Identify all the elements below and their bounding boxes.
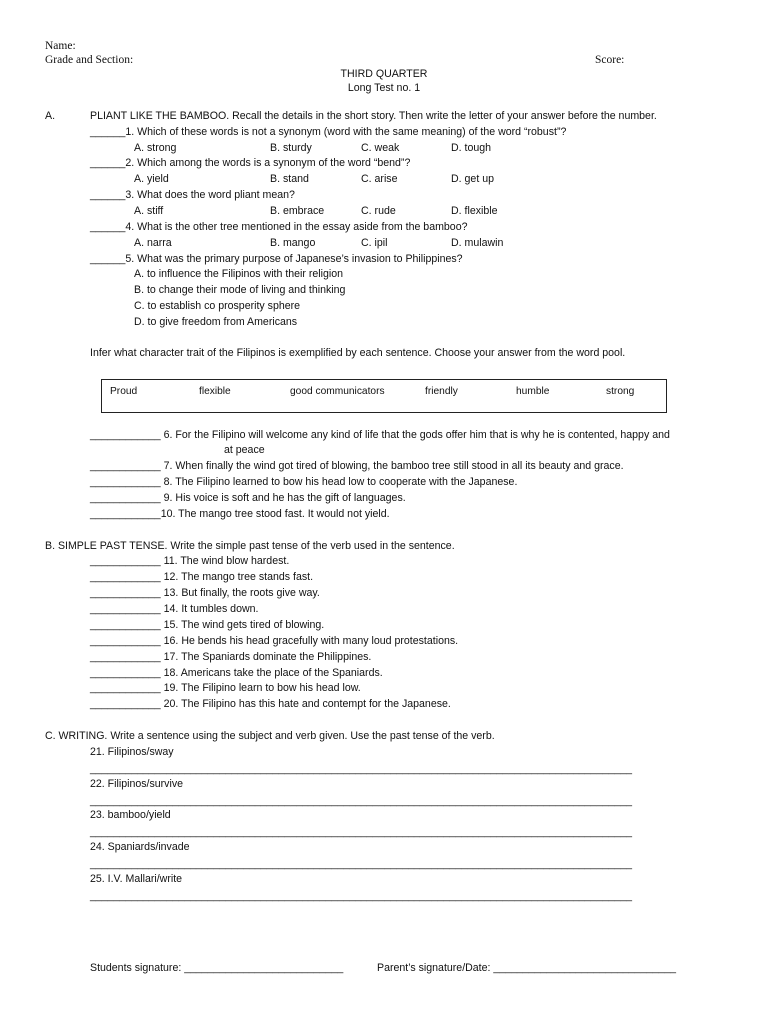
item-12: ____________ 12. The mango tree stands fast.	[90, 571, 314, 583]
prompt-24: 24. Spaniards/invade	[90, 841, 190, 853]
word-pool-box	[101, 379, 667, 413]
q4-option-a: A. narra	[134, 237, 172, 249]
q3-option-a: A. stiff	[134, 205, 164, 217]
word-pool-item: good communicators	[290, 386, 385, 397]
part-a-instruction: PLIANT LIKE THE BAMBOO. Recall the details in the short story. Then write the letter of your answer before the number.	[90, 110, 657, 122]
q5-option-d: D. to give freedom from Americans	[134, 316, 298, 328]
item-7: ____________ 7. When finally the wind got tired of blowing, the bamboo tree still stood in all its beauty and grace.	[90, 460, 624, 472]
item-15: ____________ 15. The wind gets tired of blowing.	[90, 619, 325, 631]
word-pool-item: strong	[606, 386, 635, 397]
q2-option-d: D. get up	[451, 173, 494, 185]
q1-option-a: A. strong	[134, 142, 177, 154]
part-b-instruction: B. SIMPLE PAST TENSE. Write the simple past tense of the verb used in the sentence.	[45, 540, 455, 552]
q2-option-c: C. arise	[361, 173, 398, 185]
item-18: ____________ 18. Americans take the place of the Spaniards.	[90, 667, 383, 679]
q2-option-b: B. stand	[270, 173, 309, 185]
item-10: ____________10. The mango tree stood fast. It would not yield.	[90, 508, 390, 520]
answer-line-24[interactable]: ____________________________________________________________________________________________	[90, 858, 633, 870]
question-4: ______4. What is the other tree mentioned in the essay aside from the bamboo?	[90, 221, 468, 233]
prompt-25: 25. I.V. Mallari/write	[90, 873, 183, 885]
item-16: ____________ 16. He bends his head gracefully with many loud protestations.	[90, 635, 459, 647]
infer-instruction: Infer what character trait of the Filipinos is exemplified by each sentence. Choose your answer from the word pool.	[90, 347, 626, 359]
q5-option-c: C. to establish co prosperity sphere	[134, 300, 301, 312]
item-6-continued: at peace	[224, 444, 265, 456]
score-label: Score:	[595, 54, 625, 66]
question-1: ______1. Which of these words is not a synonym (word with the same meaning) of the word “robust”?	[90, 126, 567, 138]
q3-option-d: D. flexible	[451, 205, 498, 217]
item-9: ____________ 9. His voice is soft and he has the gift of languages.	[90, 492, 406, 504]
q4-option-d: D. mulawin	[451, 237, 504, 249]
word-pool-item: friendly	[425, 386, 458, 397]
prompt-21: 21. Filipinos/sway	[90, 746, 174, 758]
item-20: ____________ 20. The Filipino has this hate and contempt for the Japanese.	[90, 698, 451, 710]
student-signature[interactable]: Students signature: ___________________________	[90, 962, 344, 974]
prompt-23: 23. bamboo/yield	[90, 809, 171, 821]
q4-option-c: C. ipil	[361, 237, 388, 249]
prompt-22: 22. Filipinos/survive	[90, 778, 184, 790]
test-title: Long Test no. 1	[347, 82, 421, 94]
name-label: Name:	[45, 40, 76, 52]
question-5: ______5. What was the primary purpose of Japanese’s invasion to Philippines?	[90, 253, 463, 265]
answer-line-23[interactable]: ____________________________________________________________________________________________	[90, 826, 633, 838]
q1-option-c: C. weak	[361, 142, 400, 154]
answer-line-25[interactable]: ____________________________________________________________________________________________	[90, 890, 633, 902]
q3-option-b: B. embrace	[270, 205, 325, 217]
item-14: ____________ 14. It tumbles down.	[90, 603, 259, 615]
q4-option-b: B. mango	[270, 237, 316, 249]
q1-option-d: D. tough	[451, 142, 492, 154]
q5-option-b: B. to change their mode of living and thinking	[134, 284, 346, 296]
item-19: ____________ 19. The Filipino learn to bow his head low.	[90, 682, 361, 694]
q1-option-b: B. sturdy	[270, 142, 312, 154]
q2-option-a: A. yield	[134, 173, 169, 185]
item-13: ____________ 13. But finally, the roots give way.	[90, 587, 320, 599]
parent-signature[interactable]: Parent’s signature/Date: _______________________________	[377, 962, 677, 974]
quarter-heading: THIRD QUARTER	[340, 68, 428, 80]
grade-section-label: Grade and Section:	[45, 54, 134, 66]
answer-line-22[interactable]: ____________________________________________________________________________________________	[90, 795, 633, 807]
item-17: ____________ 17. The Spaniards dominate the Philippines.	[90, 651, 372, 663]
item-8: ____________ 8. The Filipino learned to bow his head low to cooperate with the Japanese.	[90, 476, 518, 488]
item-6: ____________ 6. For the Filipino will welcome any kind of life that the gods offer him that is why he is contented, happy and	[90, 429, 670, 441]
answer-line-21[interactable]: ____________________________________________________________________________________________	[90, 763, 633, 775]
part-c-instruction: C. WRITING. Write a sentence using the subject and verb given. Use the past tense of the verb.	[45, 730, 495, 742]
word-pool-item: flexible	[199, 386, 231, 397]
q3-option-c: C. rude	[361, 205, 396, 217]
word-pool-item: humble	[516, 386, 550, 397]
item-11: ____________ 11. The wind blow hardest.	[90, 555, 290, 567]
part-a-letter: A.	[45, 110, 56, 122]
question-2: ______2. Which among the words is a synonym of the word “bend”?	[90, 157, 411, 169]
q5-option-a: A. to influence the Filipinos with their religion	[134, 268, 344, 280]
word-pool-item: Proud	[110, 386, 138, 397]
question-3: ______3. What does the word pliant mean?	[90, 189, 295, 201]
